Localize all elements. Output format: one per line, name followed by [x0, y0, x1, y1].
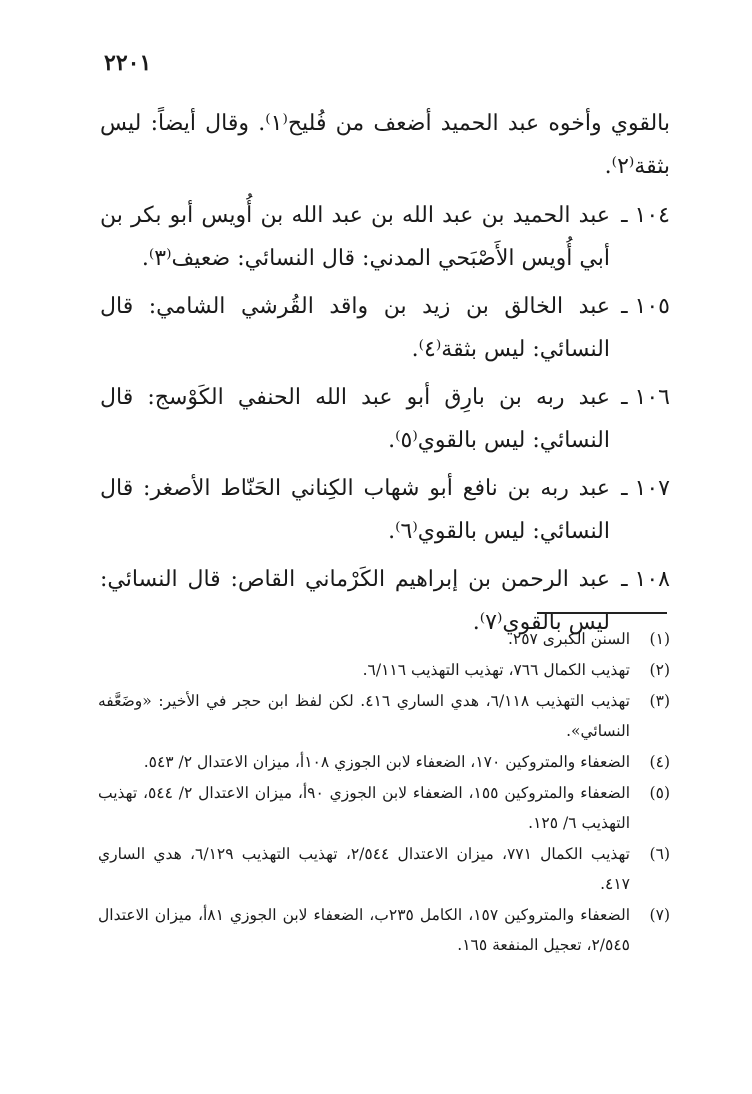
entry-105 [100, 285, 670, 371]
entry-text: عبد ربه بن بارِق أبو عبد الله الحنفي الكَوْسج: قال النسائي: ليس بالقوي⁽٥⁾. [100, 385, 610, 453]
entry-107 [100, 467, 670, 553]
footnote-6 [98, 839, 670, 899]
entry-number: ١٠٨ ـ [621, 567, 670, 592]
footnote-divider [537, 612, 667, 614]
footnote-text: الضعفاء والمتروكين ١٥٥، الضعفاء لابن الجوزي ٩٠أ، ميزان الاعتدال ٢/ ٥٤٤، تهذيب التهذيب ٦/ ١٢٥. [98, 784, 631, 832]
footnote-number: (٢) [649, 661, 670, 679]
entry-number: ١٠٤ ـ [621, 203, 670, 228]
footnote-4 [98, 747, 670, 777]
page-number: ٢٢٠١ [104, 50, 152, 76]
footnote-text: تهذيب التهذيب ٦/١١٨، هدي الساري ٤١٦. لكن لفظ ابن حجر في الأخير: «وضَعَّفه النسائي». [98, 692, 630, 740]
footnote-7 [98, 900, 670, 960]
footnote-number: (٦) [649, 845, 670, 863]
main-text [100, 102, 670, 649]
entry-number: ١٠٦ ـ [621, 385, 670, 410]
footnote-text: الضعفاء والمتروكين ١٥٧، الكامل ٢٣٥ب، الضعفاء لابن الجوزي ٨١أ، ميزان الاعتدال ٢/٥٤٥، تعجيل المنفعة ١٦٥. [98, 906, 630, 954]
entry-number: ١٠٧ ـ [621, 476, 670, 501]
footnote-1 [98, 624, 670, 654]
entry-text: عبد الحميد بن عبد الله بن عبد الله بن أُويس أبو بكر بن أبي أُويس الأَصْبَحي المدني: قال النسائي: ضعيف⁽٣⁾. [100, 203, 610, 271]
footnote-5 [98, 778, 670, 838]
footnote-text: تهذيب الكمال ٧٦٦، تهذيب التهذيب ٦/١١٦. [362, 661, 630, 679]
footnotes-list [98, 624, 670, 961]
footnote-text: تهذيب الكمال ٧٧١، ميزان الاعتدال ٢/٥٤٤، تهذيب التهذيب ٦/١٢٩، هدي الساري ٤١٧. [98, 845, 630, 893]
entry-text: عبد الخالق بن زيد بن واقد القُرشي الشامي: قال النسائي: ليس بثقة⁽٤⁾. [100, 294, 610, 362]
footnote-number: (٥) [649, 784, 670, 802]
footnote-2 [98, 655, 670, 685]
footnote-number: (٧) [649, 906, 670, 924]
entry-104 [100, 194, 670, 280]
continuation-paragraph: بالقوي وأخوه عبد الحميد أضعف من فُليح⁽١⁾. وقال أيضاً: ليس بثقة⁽٢⁾. [100, 111, 671, 179]
entry-text: عبد ربه بن نافع أبو شهاب الكِناني الحَنّاط الأصغر: قال النسائي: ليس بالقوي⁽٦⁾. [100, 476, 610, 544]
footnote-number: (١) [649, 630, 670, 648]
entry-106 [100, 376, 670, 462]
footnote-text: السنن الكبرى ٢٥٧. [507, 630, 630, 648]
footnote-text: الضعفاء والمتروكين ١٧٠، الضعفاء لابن الجوزي ١٠٨أ، ميزان الاعتدال ٢/ ٥٤٣. [143, 753, 630, 771]
footnote-3 [98, 686, 670, 746]
entry-text: عبد الرحمن بن إبراهيم الكَرْماني القاص: قال النسائي: ليس بالقوي⁽٧⁾. [100, 567, 610, 635]
footnote-number: (٣) [649, 692, 670, 710]
entry-number: ١٠٥ ـ [621, 294, 670, 319]
footnote-number: (٤) [649, 753, 670, 771]
